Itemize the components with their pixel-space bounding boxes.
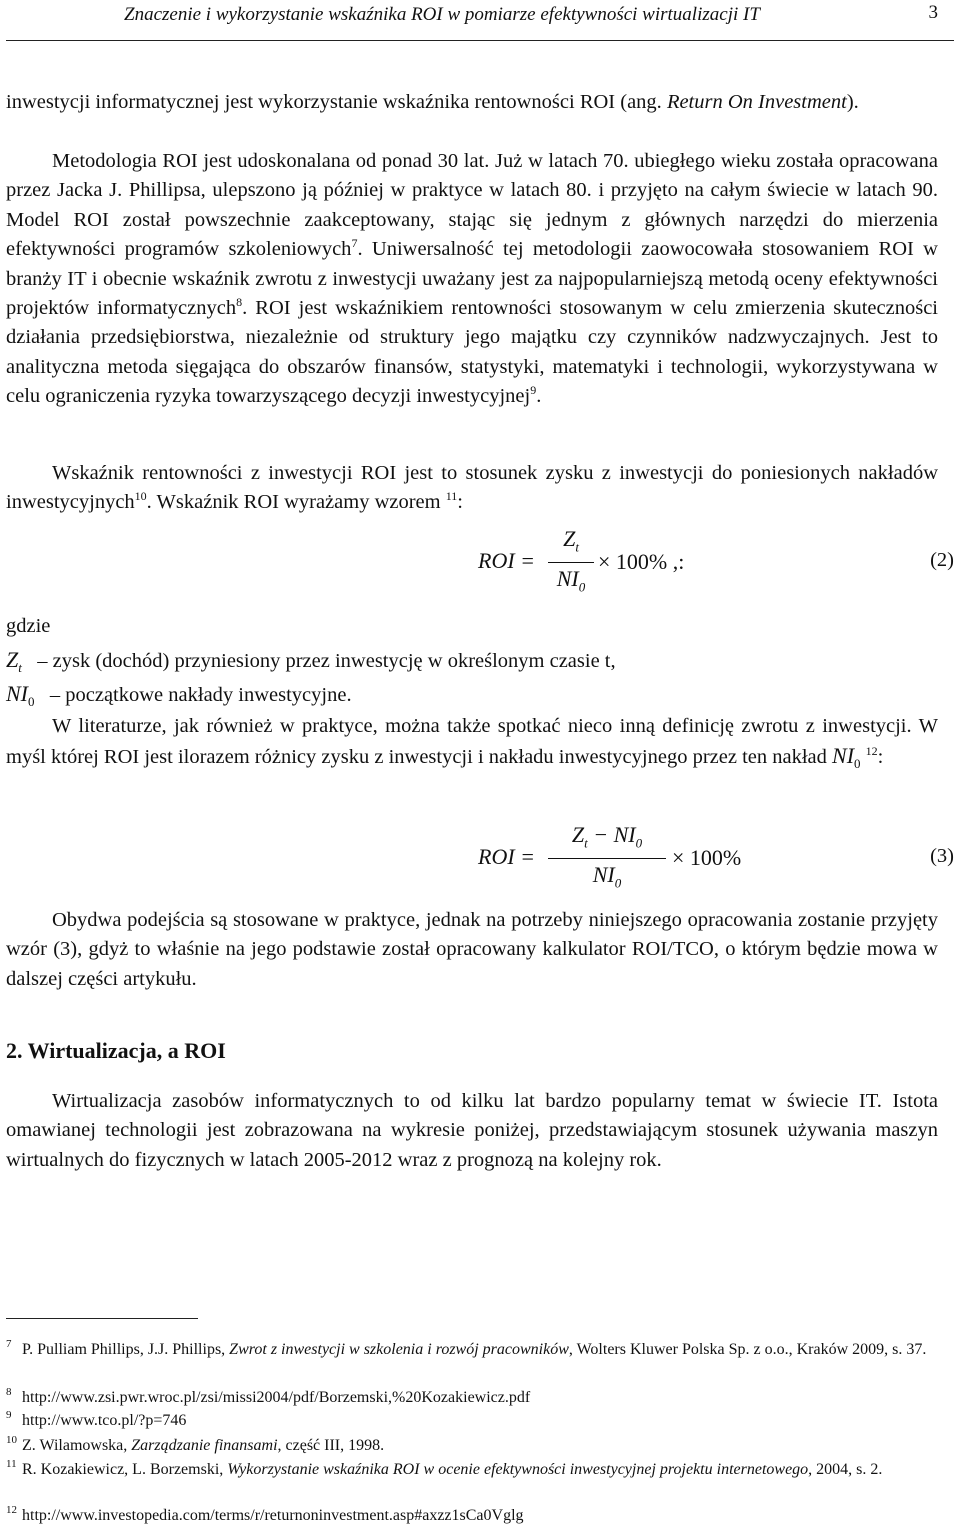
symbol: NI	[592, 862, 615, 887]
text: , część III, 1998.	[277, 1437, 385, 1454]
text: W literaturze, jak również w praktyce, można także spotkać nieco inną definicję zwrotu z inwestycji. W myśl której ROI jest ilorazem różnicy zysku z inwestycji i nakładu inwestycyjnego przez ten nakład	[6, 715, 938, 769]
text: Wskaźnik rentowności z inwestycji ROI jest to stosunek zysku z inwestycji do poniesionych nakładów inwestycyjnych	[6, 462, 938, 514]
footnote-number: 10	[6, 1434, 17, 1446]
symbol: Z	[571, 822, 585, 847]
footnote-ref: 12	[865, 744, 878, 759]
footnote-text	[22, 1460, 946, 1480]
eq2-number: (2)	[930, 549, 954, 571]
paragraph-1	[6, 88, 938, 117]
paragraph-4	[6, 712, 938, 779]
symbol: Z	[6, 647, 19, 672]
footnote-7	[6, 1340, 946, 1380]
footnote-number: 12	[6, 1504, 17, 1516]
header-rule	[6, 40, 954, 41]
subscript: 0	[578, 579, 586, 595]
text: :	[457, 491, 463, 514]
text: inwestycji informatycznej jest wykorzystanie wskaźnika rentowności ROI (ang.	[6, 91, 667, 113]
definition-zt	[6, 645, 938, 683]
text: . ROI jest wskaźnikiem rentowności stosowanym w celu zmierzenia skuteczności działania przedsiębiorstwa, niezależnie od struktury jego majątku czy czynników nadzwyczajnych. Jest to analityczna metoda sięgająca do obszarów finansów, statystyki, matematyki i technologii, wykorzystywana w celu ograniczenia ryzyka towarzyszącego decyzji inwestycyjnej	[6, 297, 938, 408]
footnote-number: 9	[6, 1409, 12, 1421]
paragraph-5: Obydwa podejścia są stosowane w praktyce, jednak na potrzeby niniejszego opracowania zostanie przyjęty wzór (3), gdyż to właśnie na jego podstawie został opracowany kalkulator ROI/TCO, o którym będzie mowa w dalszej części artykułu.	[6, 909, 938, 990]
symbol: NI	[556, 566, 579, 591]
footnote-link[interactable]: http://www.zsi.pwr.wroc.pl/zsi/missi2004/pdf/Borzemski,%20Kozakiewicz.pdf	[22, 1389, 531, 1406]
text: , 2004, s. 2.	[808, 1461, 883, 1478]
text: Z. Wilamowska,	[22, 1437, 132, 1454]
eq3-lhs: ROI =	[478, 844, 535, 869]
footnote-text	[22, 1340, 946, 1360]
eq2-denominator	[548, 566, 594, 595]
footnote-text	[22, 1436, 946, 1456]
footnote-number: 11	[6, 1458, 17, 1470]
footnote-rule	[6, 1318, 198, 1319]
symbol: − NI	[587, 822, 636, 847]
footnote-ref: 11	[445, 489, 458, 504]
subscript: 0	[635, 835, 643, 851]
footnote-ref: 10	[134, 489, 147, 504]
subscript: t	[18, 660, 22, 676]
italic-title: Zwrot z inwestycji w szkolenia i rozwój pracowników	[229, 1341, 569, 1358]
footnote-ref: 7	[351, 236, 358, 251]
footnote-number: 8	[6, 1386, 12, 1398]
eq2-tail: × 100% ,:	[598, 549, 685, 574]
footnote-ref: 9	[530, 383, 537, 398]
eq2-fraction	[548, 526, 594, 598]
footnote-number: 7	[6, 1338, 12, 1350]
eq3-fraction	[548, 822, 666, 894]
italic-title: Zarządzanie finansami	[131, 1437, 278, 1454]
text: . Wskaźnik ROI wyrażamy wzorem	[146, 491, 441, 514]
where-label: gdzie	[6, 615, 51, 637]
definition-ni0	[6, 679, 938, 717]
subscript: 0	[28, 694, 35, 710]
text: , Wolters Kluwer Polska Sp. z o.o., Kraków 2009, s. 37.	[568, 1341, 927, 1358]
paragraph-6: Wirtualizacja zasobów informatycznych to od kilku lat bardzo popularny temat w świecie IT. Istota omawianej technologii jest zobrazowana na wykresie poniżej, przedstawiającym stosunek używania maszyn wirtualnych do fizycznych w latach 2005-2012 wraz z prognozą na kolejny rok.	[6, 1090, 938, 1171]
subscript: 0	[854, 756, 861, 772]
symbol: NI	[832, 743, 855, 769]
text: . Uniwersalność tej metodologii zaowocowała stosowaniem ROI w branży IT i obecnie wskaźnik zwrotu z inwestycji uważany jest za najpopularniejszą metodą oceny efektywności projektów informatycznych	[6, 238, 938, 320]
eq2-numerator	[548, 526, 594, 555]
italic-title: Wykorzystanie wskaźnika ROI w ocenie efektywności inwestycyjnej projektu internetowego	[227, 1461, 809, 1478]
text: R. Kozakiewicz, L. Borzemski,	[22, 1461, 228, 1478]
running-title: Znaczenie i wykorzystanie wskaźnika ROI w pomiarze efektywności wirtualizacji IT	[124, 4, 760, 25]
section-heading: 2. Wirtualizacja, a ROI	[6, 1038, 226, 1063]
italic-term: Return On Investment	[666, 91, 847, 113]
footnote-link[interactable]: http://www.tco.pl/?p=746	[22, 1412, 187, 1429]
text: ).	[846, 91, 859, 113]
eq3-number: (3)	[930, 845, 954, 867]
subscript: t	[575, 539, 579, 555]
fraction-bar	[548, 562, 594, 563]
subscript: t	[584, 835, 588, 851]
eq3-numerator	[548, 822, 666, 851]
eq2-lhs: ROI =	[478, 548, 535, 573]
eq3-tail: × 100%	[672, 845, 742, 870]
page-header	[0, 0, 960, 40]
text: .	[536, 385, 542, 408]
text: – zysk (dochód) przyniesiony przez inwestycję w określonym czasie t,	[37, 650, 616, 672]
page-number: 3	[928, 2, 938, 23]
text: Metodologia ROI jest udoskonalana od ponad 30 lat. Już w latach 70. ubiegłego wieku została opracowana przez Jacka J. Phillipsa, ulepszono ją później w praktyce w latach 80. i przyjęto na całym świecie w latach 90. Model ROI został powszechnie zaakceptowany, stając się jednym z głównych narzędzi do mierzenia efektywności programów szkoleniowych	[6, 150, 938, 261]
text: P. Pulliam Phillips, J.J. Phillips,	[22, 1341, 230, 1358]
subscript: 0	[614, 875, 622, 891]
paragraph-3	[6, 459, 938, 518]
eq3-denominator	[548, 862, 666, 891]
footnote-ref: 8	[236, 295, 243, 310]
paragraph-2	[6, 147, 938, 412]
symbol: Z	[563, 526, 576, 551]
text: – początkowe nakłady inwestycyjne.	[49, 684, 352, 706]
footnote-11	[6, 1460, 946, 1500]
text: :	[877, 746, 884, 769]
footnote-link[interactable]: http://www.investopedia.com/terms/r/returnoninvestment.asp#axzz1sCa0Vglg	[22, 1507, 524, 1524]
fraction-bar	[548, 858, 666, 859]
symbol: NI	[6, 681, 28, 706]
